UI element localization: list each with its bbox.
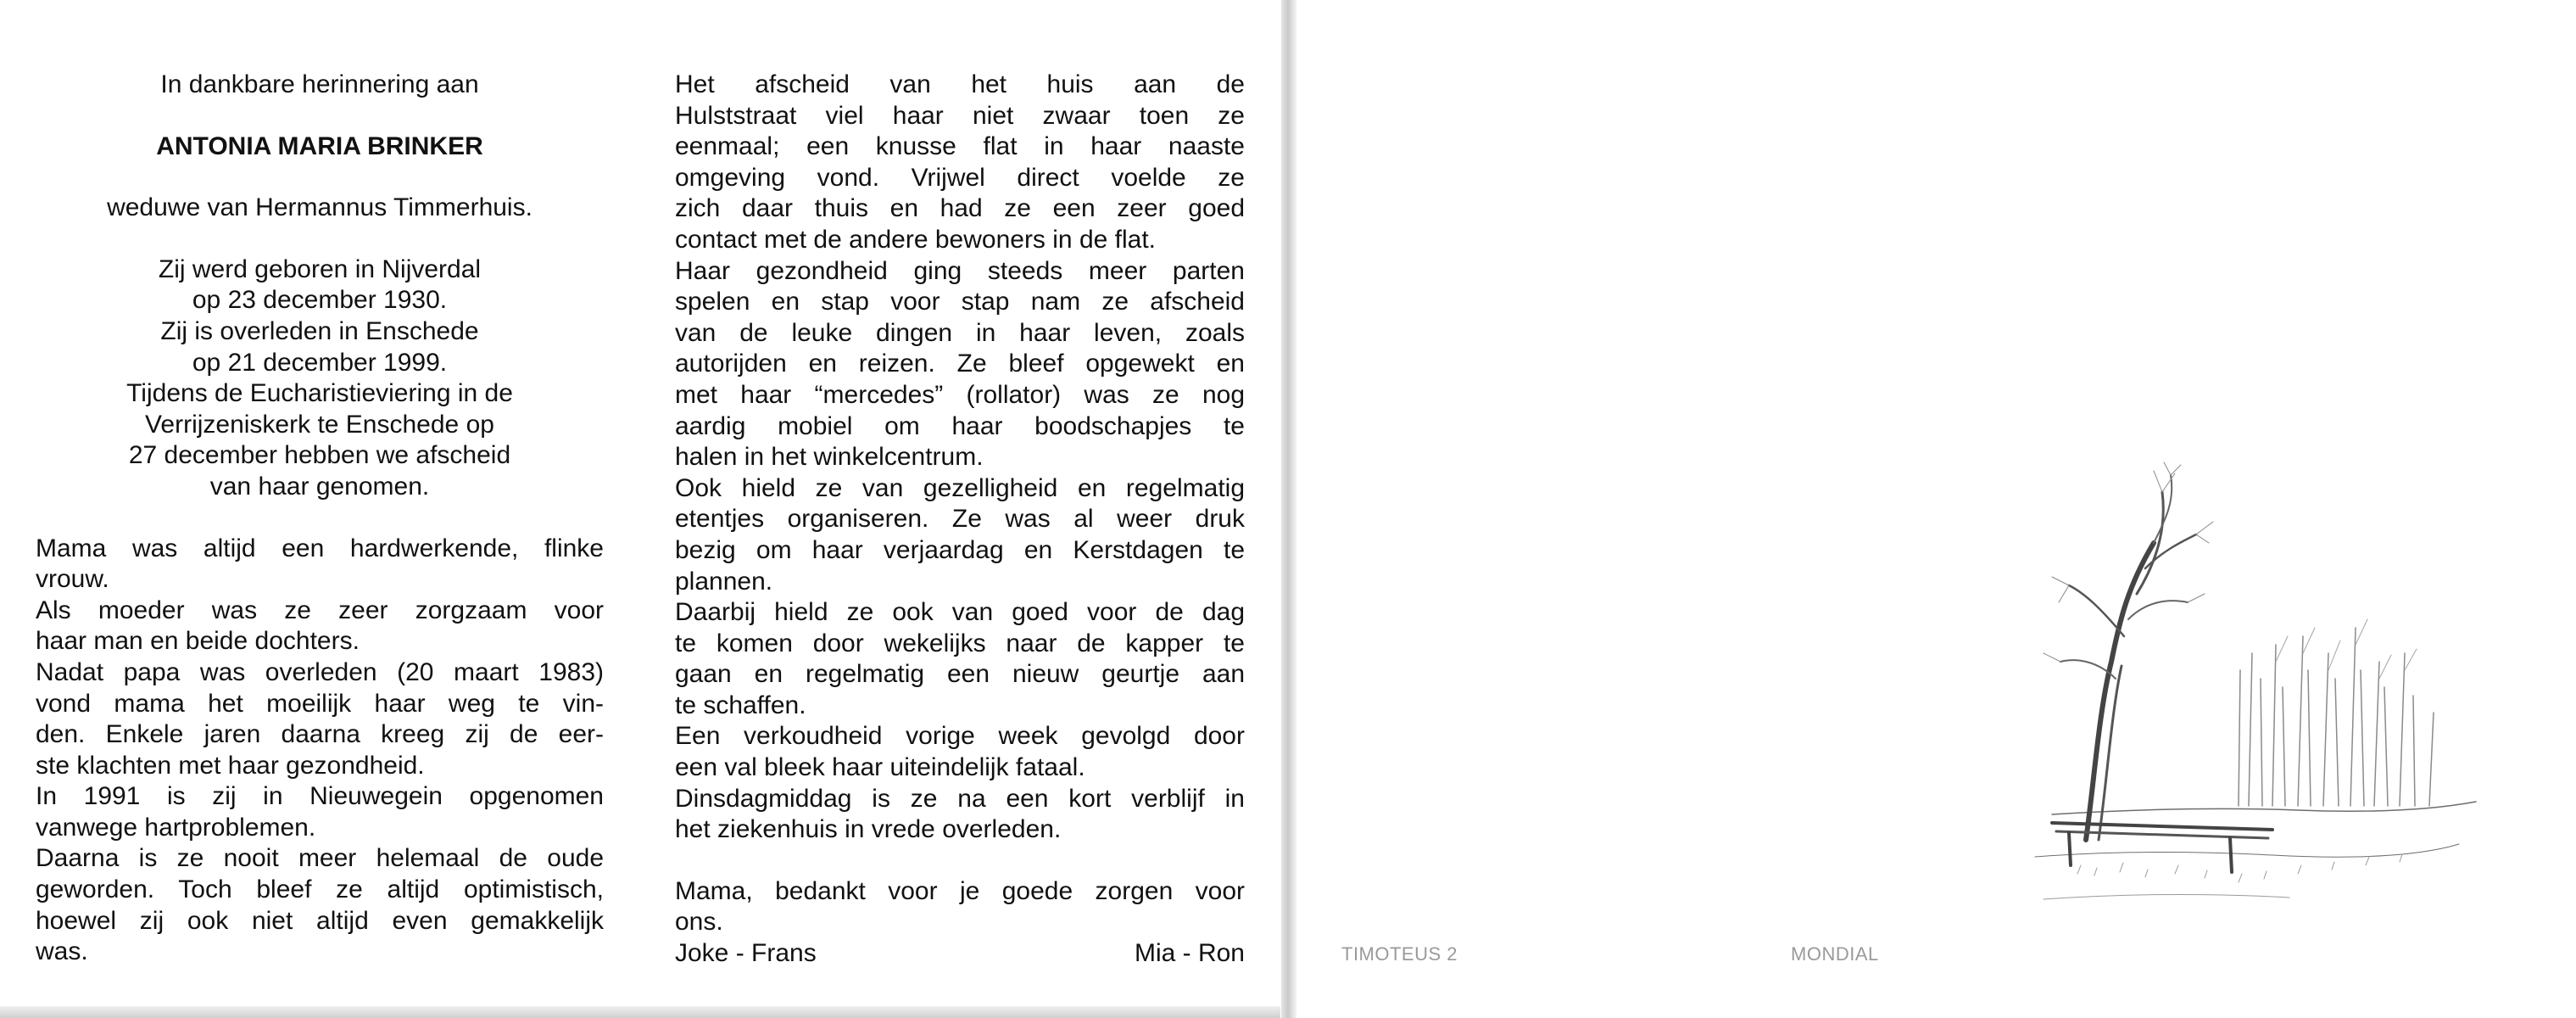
- body-line: zich daar thuis en had ze een zeer goed: [675, 194, 1245, 223]
- publisher-name: MONDIAL: [1791, 943, 1879, 965]
- body-line: Daarbij hield ze ook van goed voor de dag: [675, 598, 1245, 627]
- body-line: vrouw.: [36, 565, 109, 594]
- body-line: Een verkoudheid vorige week gevolgd door: [675, 722, 1245, 751]
- body-line: spelen en stap voor stap nam ze afscheid: [675, 288, 1245, 316]
- widow-line: weduwe van Hermannus Timmerhuis.: [107, 193, 532, 222]
- body-text-left: [36, 534, 604, 968]
- body-line: vanwege hartproblemen.: [36, 813, 316, 842]
- fact-line: Verrijzeniskerk te Enschede op: [145, 410, 494, 439]
- body-line: was.: [36, 937, 88, 966]
- body-line: Als moeder was ze zeer zorgzaam voor: [36, 596, 604, 624]
- body-line: halen in het winkelcentrum.: [675, 443, 984, 472]
- card-inner-page: [0, 0, 1280, 1018]
- body-line: Het afscheid van het huis aan de: [675, 70, 1245, 98]
- signature-right: Mia - Ron: [1134, 939, 1245, 968]
- body-line: Mama was altijd een hardwerkende, flinke: [36, 534, 604, 562]
- signature-left: Joke - Frans: [675, 939, 817, 968]
- closing-line: Mama, bedankt voor je goede zorgen voor: [675, 876, 1245, 905]
- spacer: [36, 503, 604, 534]
- signature-line: [675, 938, 1245, 970]
- column-left: [36, 70, 604, 968]
- body-line: autorijden en reizen. Ze bleef opgewekt en: [675, 350, 1245, 378]
- fact-line: op 23 december 1930.: [192, 286, 448, 315]
- body-line: hoewel zij ook niet altijd even gemakkelijk: [36, 906, 604, 935]
- fact-line: op 21 december 1999.: [192, 348, 448, 377]
- body-line: Haar gezondheid ging steeds meer parten: [675, 256, 1245, 285]
- body-line: te schaffen.: [675, 691, 806, 719]
- body-line: Ook hield ze van gezelligheid en regelmatig: [675, 473, 1245, 502]
- fact-line: Tijdens de Eucharistieviering in de: [126, 379, 513, 408]
- winter-tree-bench-sketch-icon: [2018, 458, 2484, 933]
- body-line: het ziekenhuis in vrede overleden.: [675, 815, 1062, 844]
- body-line: met haar “mercedes” (rollator) was ze nog: [675, 380, 1245, 409]
- page-edge-shadow: [0, 1006, 1280, 1018]
- body-line: In 1991 is zij in Nieuwegein opgenomen: [36, 782, 604, 811]
- body-line: Hulststraat viel haar niet zwaar toen ze: [675, 101, 1245, 130]
- fact-line: Zij werd geboren in Nijverdal: [158, 255, 482, 283]
- body-line: vond mama het moeilijk haar weg te vin-: [36, 689, 604, 718]
- body-line: aardig mobiel om haar boodschapjes te: [675, 411, 1245, 440]
- deceased-name: ANTONIA MARIA BRINKER: [156, 131, 483, 160]
- card-fold: [1281, 0, 1296, 1018]
- fact-line: 27 december hebben we afscheid: [128, 441, 511, 470]
- body-line: omgeving vond. Vrijwel direct voelde ze: [675, 163, 1245, 192]
- body-line: contact met de andere bewoners in de flat.: [675, 225, 1157, 254]
- body-line: een val bleek haar uiteindelijk fataal.: [675, 753, 1085, 782]
- column-right: [675, 70, 1245, 970]
- body-line: eenmaal; een knusse flat in haar naaste: [675, 132, 1245, 161]
- body-line: van de leuke dingen in haar leven, zoals: [675, 318, 1245, 347]
- body-line: den. Enkele jaren daarna kreeg zij de eer-: [36, 720, 604, 749]
- body-line: ste klachten met haar gezondheid.: [36, 751, 425, 780]
- fact-line: Zij is overleden in Enschede: [160, 316, 479, 345]
- body-text-right: [675, 70, 1245, 846]
- intro-line: In dankbare herinnering aan: [160, 70, 479, 98]
- facts-block: [36, 255, 604, 503]
- closing-line-end: ons.: [675, 908, 723, 937]
- body-line: Daarna is ze nooit meer helemaal de oude: [36, 844, 604, 873]
- body-line: bezig om haar verjaardag en Kerstdagen te: [675, 535, 1245, 564]
- body-line: gaan en regelmatig een nieuw geurtje aan: [675, 660, 1245, 689]
- publisher-code: TIMOTEUS 2: [1341, 943, 1458, 965]
- spacer: [675, 846, 1245, 876]
- body-line: Dinsdagmiddag is ze na een kort verblijf in: [675, 784, 1245, 813]
- body-line: etentjes organiseren. Ze was al weer druk: [675, 505, 1245, 534]
- body-line: geworden. Toch bleef ze altijd optimistisch,: [36, 875, 604, 904]
- body-line: Nadat papa was overleden (20 maart 1983): [36, 657, 604, 686]
- body-line: plannen.: [675, 567, 773, 596]
- fact-line: van haar genomen.: [209, 472, 430, 501]
- spacer: [36, 224, 604, 255]
- body-line: te komen door wekelijks naar de kapper te: [675, 629, 1245, 657]
- body-line: haar man en beide dochters.: [36, 627, 360, 656]
